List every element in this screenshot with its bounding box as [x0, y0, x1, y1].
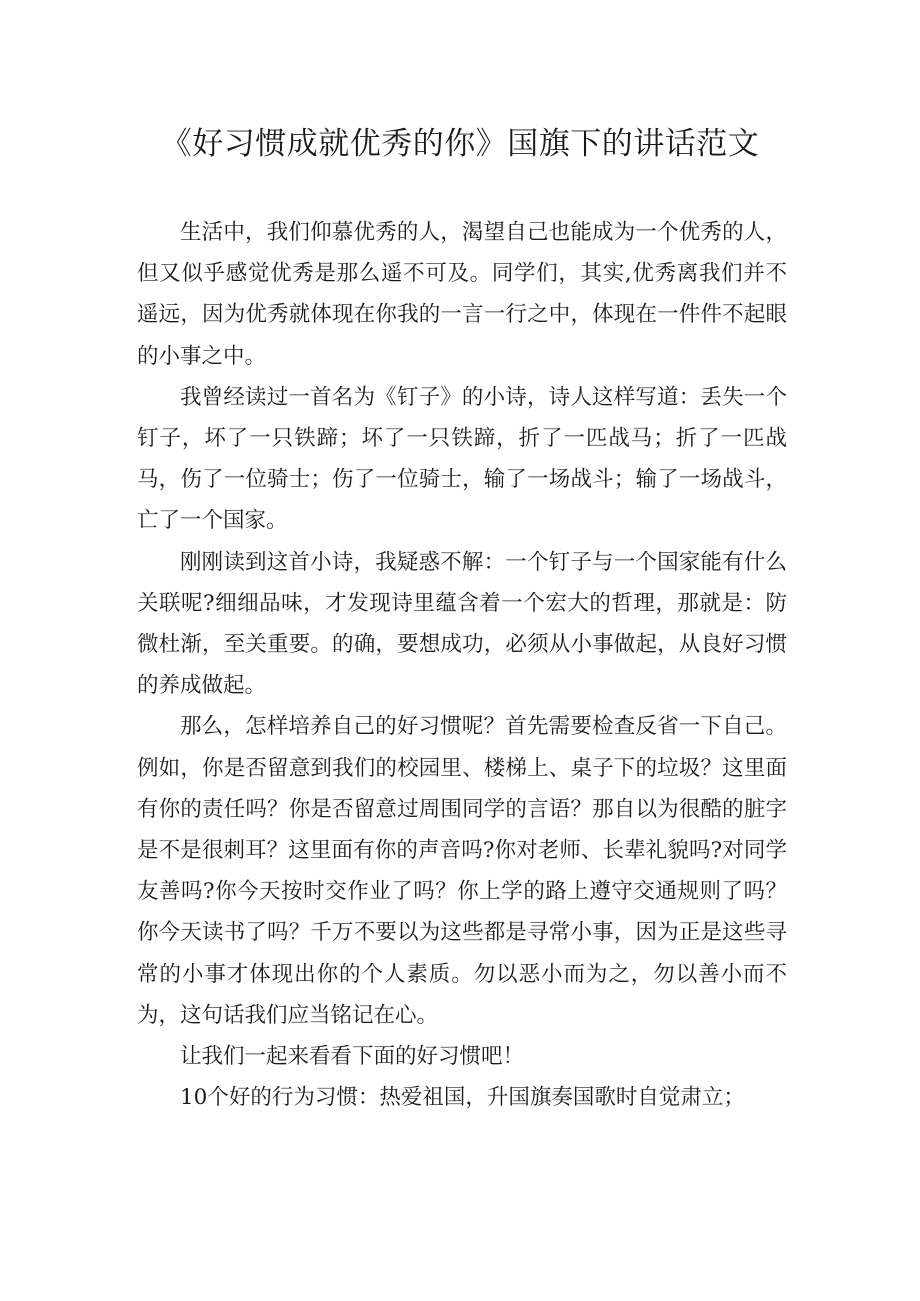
paragraph-3: 刚刚读到这首小诗，我疑惑不解：一个钉子与一个国家能有什么关联呢?细细品味，才发现诗里蕴含着一个宏大的哲理，那就是：防微杜渐，至关重要。的确，要想成功，必须从小事做起，从良好习惯的养成做起。	[137, 549, 787, 699]
paragraph-1: 生活中，我们仰慕优秀的人，渴望自己也能成为一个优秀的人，但又似乎感觉优秀是那么遥不可及。同学们，其实,优秀离我们并不遥远，因为优秀就体现在你我的一言一行之中，体现在一件件不起眼的小事之中。	[137, 220, 787, 369]
paragraph-4: 那么，怎样培养自己的好习惯呢？首先需要检查反省一下自己。例如，你是否留意到我们的校园里、楼梯上、桌子下的垃圾？这里面有你的责任吗？你是否留意过周围同学的言语？那自以为很酷的脏字是不是很刺耳？这里面有你的声音吗?你对老师、长辈礼貌吗?对同学友善吗?你今天按时交作业了吗？你上学的路上遵守交通规则了吗？你今天读书了吗？千万不要以为这些都是寻常小事，因为正是这些寻常的小事才体现出你的个人素质。勿以恶小而为之，勿以善小而不为，这句话我们应当铭记在心。	[137, 714, 787, 1028]
document-title: 《好习惯成就优秀的你》国旗下的讲话范文	[160, 126, 760, 162]
document-body	[137, 212, 787, 1118]
paragraph-6: 10个好的行为习惯：热爱祖国，升国旗奏国歌时自觉肃立；	[180, 1085, 745, 1111]
paragraph-5: 让我们一起来看看下面的好习惯吧！	[180, 1044, 525, 1070]
paragraph-2: 我曾经读过一首名为《钉子》的小诗，诗人这样写道：丢失一个钉子，坏了一只铁蹄；坏了一只铁蹄，折了一匹战马；折了一匹战马，伤了一位骑士；伤了一位骑士，输了一场战斗；输了一场战斗，亡了一个国家。	[137, 384, 787, 534]
